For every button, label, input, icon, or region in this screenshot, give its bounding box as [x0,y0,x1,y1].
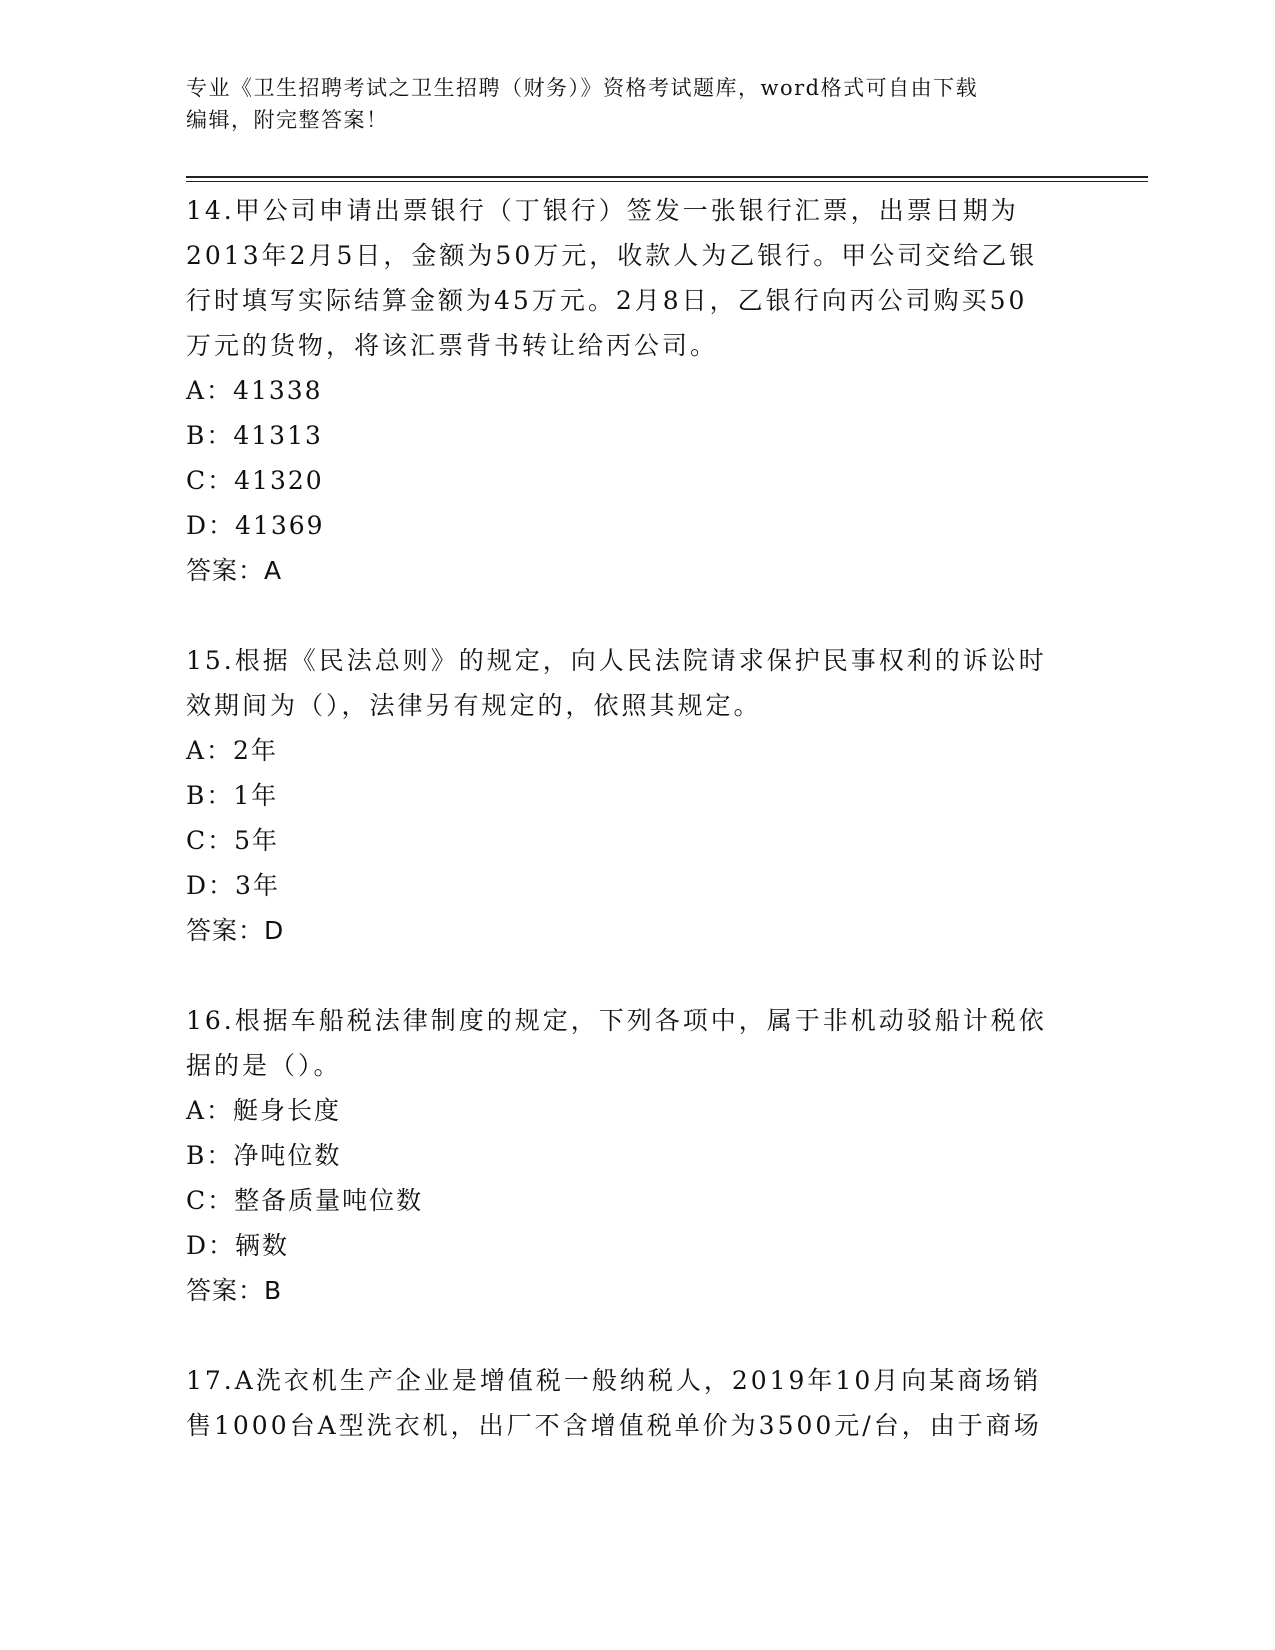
option-b: B：41313 [186,421,323,450]
option-d: D：41369 [186,511,325,540]
question-text-line: 15.根据《民法总则》的规定，向人民法院请求保护民事权利的诉讼时 [186,646,1047,675]
option-a: A：41338 [186,376,323,405]
question-text-line: 万元的货物，将该汇票背书转让给丙公司。 [186,331,719,360]
question-16 [186,998,1066,1313]
option-c: C：41320 [186,466,324,495]
option-c: C：5年 [186,826,280,855]
header-divider-thick [186,176,1148,178]
document-header [186,72,1086,136]
question-text-line: 2013年2月5日，金额为50万元，收款人为乙银行。甲公司交给乙银 [186,241,1038,270]
question-text-line: 售1000台A型洗衣机，出厂不含增值税单价为3500元/台，由于商场 [186,1411,1042,1440]
question-text-line: 17.A洗衣机生产企业是增值税一般纳税人，2019年10月向某商场销 [186,1366,1042,1395]
question-text-line: 效期间为（），法律另有规定的，依照其规定。 [186,691,762,720]
option-a: A：艇身长度 [186,1096,342,1125]
option-b: B：净吨位数 [186,1141,342,1170]
option-d: D：3年 [186,871,280,900]
header-line-2: 编辑，附完整答案！ [186,108,389,132]
question-list [186,188,1066,1448]
question-text-line: 14.甲公司申请出票银行（丁银行）签发一张银行汇票，出票日期为 [186,196,1019,225]
option-b: B：1年 [186,781,279,810]
option-a: A：2年 [186,736,278,765]
question-text-line: 16.根据车船税法律制度的规定，下列各项中，属于非机动驳船计税依 [186,1006,1047,1035]
header-line-1: 专业《卫生招聘考试之卫生招聘（财务）》资格考试题库，word格式可自由下载 [186,76,979,100]
option-c: C：整备质量吨位数 [186,1186,424,1215]
header-divider-thin [186,181,1148,182]
question-text-line: 行时填写实际结算金额为45万元。2月8日，乙银行向丙公司购买50 [186,286,1028,315]
question-text-line: 据的是（）。 [186,1051,342,1080]
question-15 [186,638,1066,953]
answer-label: 答案：B [186,1276,283,1305]
answer-label: 答案：A [186,556,283,585]
option-d: D：辆数 [186,1231,290,1260]
question-17 [186,1358,1066,1448]
answer-label: 答案：D [186,916,285,945]
question-14 [186,188,1066,593]
